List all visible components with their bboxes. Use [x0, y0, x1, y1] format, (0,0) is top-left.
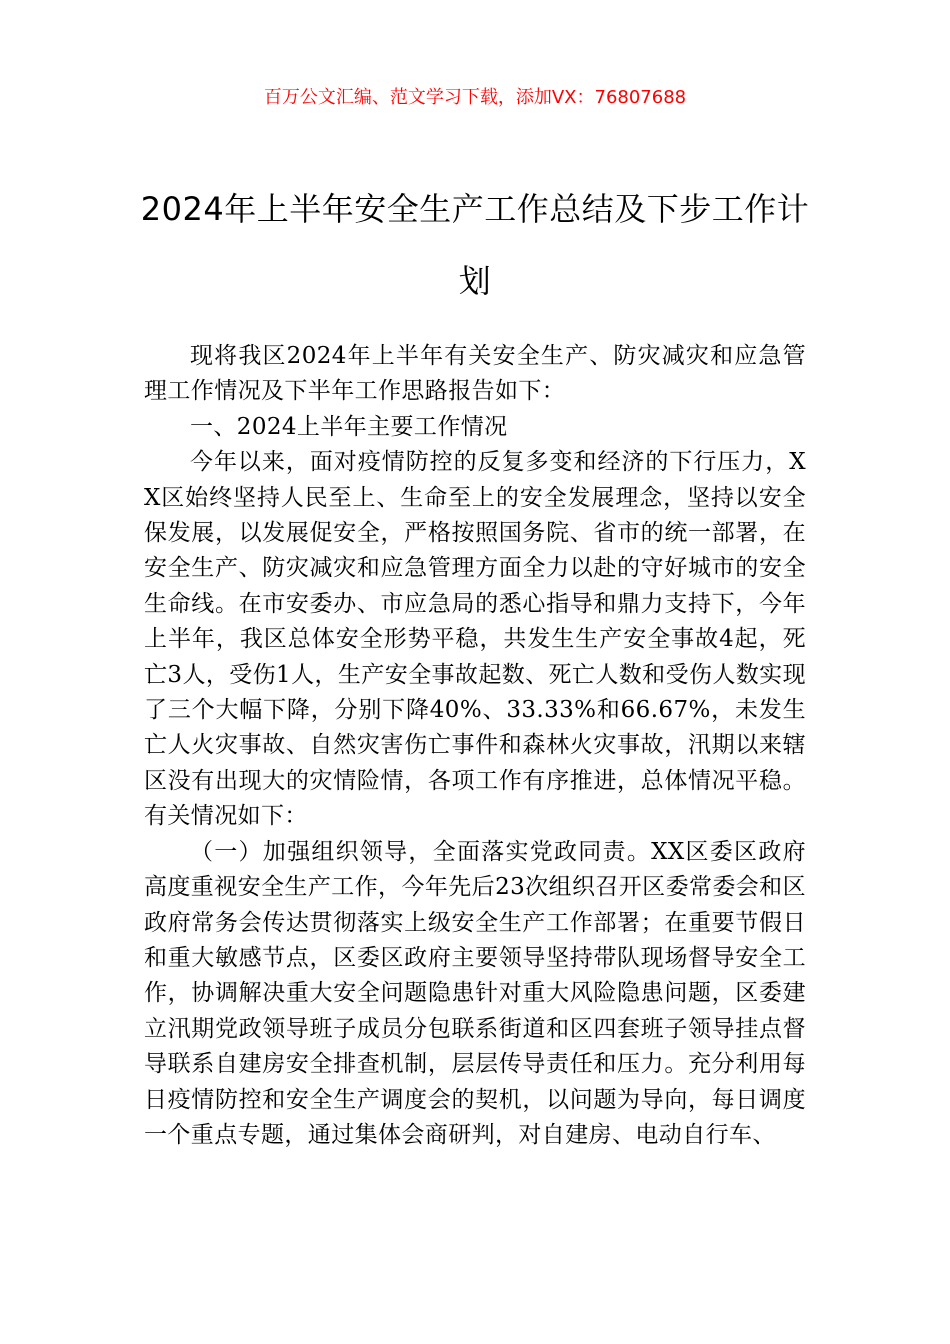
intro-paragraph: 现将我区2024年上半年有关安全生产、防灾减灾和应急管理工作情况及下半年工作思路报告如下： — [144, 343, 806, 405]
document-body — [144, 339, 806, 1153]
body-paragraph: （一）加强组织领导，全面落实党政同责。XX区委区政府高度重视安全生产工作，今年先后23次组织召开区委常委会和区政府常务会传达贯彻落实上级安全生产工作部署；在重要节假日和重大敏感节点，区委区政府主要领导坚持带队现场督导安全工作，协调解决重大安全问题隐患针对重大风险隐患问题，区委建立汛期党政领导班子成员分包联系街道和区四套班子领导挂点督导联系自建房安全排查机制，层层传导责任和压力。充分利用每日疫情防控和安全生产调度会的契机，以问题为导向，每日调度一个重点专题，通过集体会商研判，对自建房、电动自行车、 — [144, 838, 806, 1148]
document-title: 2024年上半年安全生产工作总结及下步工作计划 — [140, 190, 810, 300]
download-notice: 百万公文汇编、范文学习下载，添加VX：76807688 — [263, 87, 687, 108]
section-heading: 一、2024上半年主要工作情况 — [190, 413, 508, 440]
body-paragraph: 今年以来，面对疫情防控的反复多变和经济的下行压力，XX区始终坚持人民至上、生命至上的安全发展理念，坚持以安全保发展，以发展促安全，严格按照国务院、省市的统一部署，在安全生产、防灾减灾和应急管理方面全力以赴的守好城市的安全生命线。在市安委办、市应急局的悉心指导和鼎力支持下，今年上半年，我区总体安全形势平稳，共发生生产安全事故4起，死亡3人，受伤1人，生产安全事故起数、死亡人数和受伤人数实现了三个大幅下降，分别下降40%、33.33%和66.67%，未发生亡人火灾事故、自然灾害伤亡事件和森林火灾事故，汛期以来辖区没有出现大的灾情险情，各项工作有序推进，总体情况平稳。有关情况如下： — [144, 449, 806, 830]
